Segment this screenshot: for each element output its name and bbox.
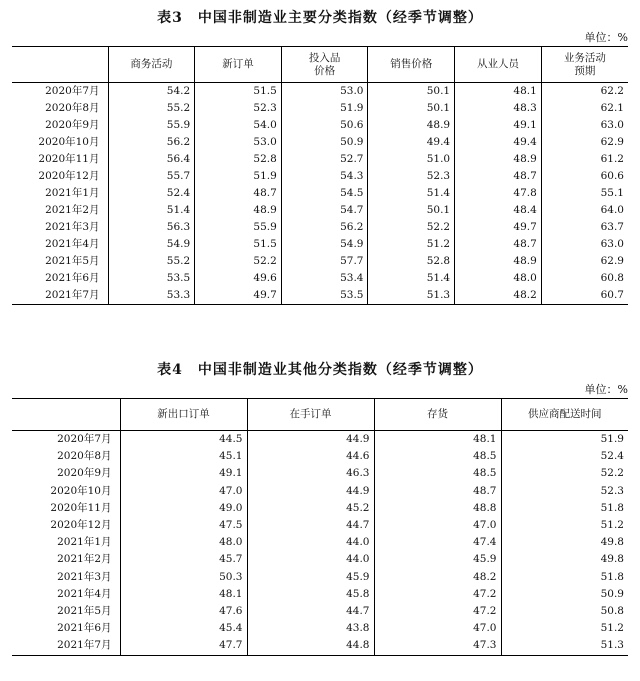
column-header: 供应商配送时间 (501, 399, 628, 431)
table-cell: 49.7 (195, 287, 282, 305)
table-cell: 47.4 (374, 534, 501, 551)
table-cell: 49.6 (195, 270, 282, 287)
table-cell: 55.2 (108, 253, 195, 270)
table-cell: 51.3 (368, 287, 455, 305)
column-header: 在手订单 (247, 399, 374, 431)
table-cell: 50.8 (501, 603, 628, 620)
table-cell: 45.7 (120, 551, 247, 568)
table-cell: 62.1 (541, 100, 628, 117)
table-row (12, 185, 628, 202)
table-cell: 51.4 (368, 185, 455, 202)
table-cell: 49.7 (455, 219, 542, 236)
table-cell: 62.2 (541, 83, 628, 101)
table-row (12, 134, 628, 151)
table-cell: 54.3 (281, 168, 368, 185)
table-cell: 44.7 (247, 517, 374, 534)
table-cell: 60.7 (541, 287, 628, 305)
column-header: 商务活动 (108, 47, 195, 83)
row-label: 2021年7月 (57, 639, 112, 652)
table-cell: 56.4 (108, 151, 195, 168)
table-cell: 53.5 (108, 270, 195, 287)
table-cell: 62.9 (541, 134, 628, 151)
row-label: 2021年4月 (45, 238, 100, 250)
row-label: 2020年7月 (45, 85, 100, 97)
table-cell: 54.5 (281, 185, 368, 202)
column-header: 投入品 价格 (281, 47, 368, 83)
table-cell: 54.9 (108, 236, 195, 253)
table-cell: 60.8 (541, 270, 628, 287)
column-header: 存货 (374, 399, 501, 431)
table-cell: 44.0 (247, 551, 374, 568)
row-label: 2020年10月 (50, 484, 112, 497)
table-cell: 48.7 (455, 168, 542, 185)
row-label: 2021年5月 (45, 255, 100, 267)
table4 (12, 398, 628, 656)
table-row (12, 465, 628, 482)
table-cell: 47.0 (374, 517, 501, 534)
table-cell: 54.9 (281, 236, 368, 253)
table-cell: 55.9 (195, 219, 282, 236)
table-row (12, 151, 628, 168)
table-cell: 48.7 (455, 236, 542, 253)
table-row (12, 448, 628, 465)
table-cell: 49.8 (501, 534, 628, 551)
table-row (12, 236, 628, 253)
table-cell: 48.0 (455, 270, 542, 287)
row-label: 2020年9月 (57, 467, 112, 480)
table-cell: 47.0 (120, 483, 247, 500)
table-cell: 44.7 (247, 603, 374, 620)
table-cell: 48.5 (374, 465, 501, 482)
table-cell: 50.9 (501, 586, 628, 603)
table-cell: 54.7 (281, 202, 368, 219)
table-cell: 55.1 (541, 185, 628, 202)
table-cell: 48.9 (195, 202, 282, 219)
table-cell: 56.2 (108, 134, 195, 151)
table-cell: 63.0 (541, 117, 628, 134)
table-cell: 51.8 (501, 569, 628, 586)
table-row (12, 569, 628, 586)
table-cell: 52.7 (281, 151, 368, 168)
table-cell: 52.8 (195, 151, 282, 168)
table-cell: 52.2 (501, 465, 628, 482)
table-cell: 50.9 (281, 134, 368, 151)
table-row (12, 287, 628, 305)
table-cell: 48.4 (455, 202, 542, 219)
table4-header-row (12, 399, 628, 431)
table-row (12, 620, 628, 637)
table-cell: 48.9 (455, 253, 542, 270)
table-cell: 45.1 (120, 448, 247, 465)
table-cell: 49.4 (368, 134, 455, 151)
header-month (12, 399, 120, 431)
table-cell: 52.3 (501, 483, 628, 500)
table3-header-row (12, 47, 628, 83)
table-cell: 44.5 (120, 431, 247, 449)
table-cell: 52.2 (368, 219, 455, 236)
table-cell: 48.7 (374, 483, 501, 500)
table-cell: 44.0 (247, 534, 374, 551)
table-row (12, 517, 628, 534)
row-label: 2021年3月 (57, 570, 112, 583)
table-row (12, 551, 628, 568)
table-cell: 51.9 (281, 100, 368, 117)
table-cell: 45.2 (247, 500, 374, 517)
table-cell: 52.8 (368, 253, 455, 270)
table4-section (0, 352, 640, 656)
table-cell: 43.8 (247, 620, 374, 637)
row-label: 2020年11月 (38, 153, 100, 165)
table-cell: 51.9 (195, 168, 282, 185)
table-cell: 44.9 (247, 431, 374, 449)
table-cell: 45.9 (374, 551, 501, 568)
table-cell: 62.9 (541, 253, 628, 270)
table-row (12, 534, 628, 551)
table-cell: 56.2 (281, 219, 368, 236)
table-cell: 51.8 (501, 500, 628, 517)
table-cell: 53.5 (281, 287, 368, 305)
table-cell: 44.8 (247, 637, 374, 655)
row-label: 2021年3月 (45, 221, 100, 233)
table-row (12, 83, 628, 101)
table-cell: 57.7 (281, 253, 368, 270)
row-label: 2020年12月 (38, 170, 100, 182)
table-cell: 53.0 (195, 134, 282, 151)
table-cell: 50.1 (368, 202, 455, 219)
row-label: 2021年5月 (57, 605, 112, 618)
row-label: 2021年4月 (57, 587, 112, 600)
header-month (12, 47, 108, 83)
row-label: 2020年8月 (45, 102, 100, 114)
table-cell: 51.2 (368, 236, 455, 253)
table-cell: 64.0 (541, 202, 628, 219)
table-cell: 49.8 (501, 551, 628, 568)
column-header: 销售价格 (368, 47, 455, 83)
table-cell: 54.2 (108, 83, 195, 101)
table-cell: 51.0 (368, 151, 455, 168)
table-cell: 54.0 (195, 117, 282, 134)
table-cell: 63.7 (541, 219, 628, 236)
table-cell: 47.2 (374, 603, 501, 620)
table-cell: 51.5 (195, 236, 282, 253)
table-row (12, 637, 628, 655)
table-cell: 51.2 (501, 517, 628, 534)
table-cell: 48.2 (374, 569, 501, 586)
table-cell: 48.7 (195, 185, 282, 202)
row-label: 2020年11月 (50, 501, 112, 514)
table-row (12, 431, 628, 449)
table-cell: 48.8 (374, 500, 501, 517)
table-cell: 51.9 (501, 431, 628, 449)
table-row (12, 219, 628, 236)
table-cell: 55.9 (108, 117, 195, 134)
table-cell: 48.1 (374, 431, 501, 449)
table-cell: 52.3 (368, 168, 455, 185)
table3-unit: 单位：% (584, 31, 628, 44)
table-cell: 50.1 (368, 100, 455, 117)
table3-section (0, 0, 640, 305)
table-cell: 52.4 (108, 185, 195, 202)
table-row (12, 586, 628, 603)
table-cell: 51.4 (108, 202, 195, 219)
table-row (12, 253, 628, 270)
table4-unit: 单位：% (584, 383, 628, 396)
table3-title: 表3 中国非制造业主要分类指数（经季节调整） (157, 10, 483, 26)
table-cell: 55.7 (108, 168, 195, 185)
table-row (12, 603, 628, 620)
row-label: 2021年7月 (45, 289, 100, 301)
table-cell: 45.4 (120, 620, 247, 637)
table-cell: 53.0 (281, 83, 368, 101)
row-label: 2021年1月 (57, 536, 112, 549)
table-cell: 44.6 (247, 448, 374, 465)
column-header: 新出口订单 (120, 399, 247, 431)
table-cell: 47.8 (455, 185, 542, 202)
table-cell: 48.0 (120, 534, 247, 551)
table-cell: 50.6 (281, 117, 368, 134)
row-label: 2020年8月 (57, 450, 112, 463)
table-cell: 53.4 (281, 270, 368, 287)
table-cell: 53.3 (108, 287, 195, 305)
table-cell: 48.5 (374, 448, 501, 465)
table-cell: 52.4 (501, 448, 628, 465)
table-cell: 51.3 (501, 637, 628, 655)
table-cell: 56.3 (108, 219, 195, 236)
table-cell: 48.3 (455, 100, 542, 117)
column-header: 从业人员 (455, 47, 542, 83)
table-cell: 60.6 (541, 168, 628, 185)
table-cell: 48.1 (120, 586, 247, 603)
table-cell: 48.2 (455, 287, 542, 305)
table-cell: 49.4 (455, 134, 542, 151)
row-label: 2021年6月 (45, 272, 100, 284)
row-label: 2020年12月 (50, 519, 112, 532)
table-cell: 49.0 (120, 500, 247, 517)
table-cell: 47.6 (120, 603, 247, 620)
table3 (12, 46, 628, 305)
table4-title: 表4 中国非制造业其他分类指数（经季节调整） (157, 362, 483, 378)
table-cell: 47.2 (374, 586, 501, 603)
table-cell: 47.7 (120, 637, 247, 655)
table-cell: 51.5 (195, 83, 282, 101)
table-cell: 50.3 (120, 569, 247, 586)
table-row (12, 168, 628, 185)
table-row (12, 100, 628, 117)
table-cell: 47.0 (374, 620, 501, 637)
table-cell: 50.1 (368, 83, 455, 101)
row-label: 2021年2月 (57, 553, 112, 566)
table-cell: 52.2 (195, 253, 282, 270)
table-row (12, 117, 628, 134)
table-cell: 47.3 (374, 637, 501, 655)
table-row (12, 202, 628, 219)
table-cell: 63.0 (541, 236, 628, 253)
row-label: 2020年10月 (38, 136, 100, 148)
table-cell: 49.1 (455, 117, 542, 134)
row-label: 2020年7月 (57, 433, 112, 445)
table-cell: 48.9 (455, 151, 542, 168)
table-cell: 51.2 (501, 620, 628, 637)
table-cell: 61.2 (541, 151, 628, 168)
row-label: 2021年1月 (45, 187, 100, 199)
table-cell: 44.9 (247, 483, 374, 500)
table-cell: 48.1 (455, 83, 542, 101)
row-label: 2020年9月 (45, 119, 100, 131)
row-label: 2021年6月 (57, 622, 112, 635)
table-cell: 51.4 (368, 270, 455, 287)
table-cell: 49.1 (120, 465, 247, 482)
column-header: 新订单 (195, 47, 282, 83)
table-row (12, 500, 628, 517)
table-cell: 52.3 (195, 100, 282, 117)
table-cell: 55.2 (108, 100, 195, 117)
table-cell: 47.5 (120, 517, 247, 534)
table-row (12, 270, 628, 287)
table-row (12, 483, 628, 500)
table-cell: 46.3 (247, 465, 374, 482)
row-label: 2021年2月 (45, 204, 100, 216)
table-cell: 45.9 (247, 569, 374, 586)
column-header: 业务活动 预期 (541, 47, 628, 83)
table-cell: 48.9 (368, 117, 455, 134)
table-cell: 45.8 (247, 586, 374, 603)
